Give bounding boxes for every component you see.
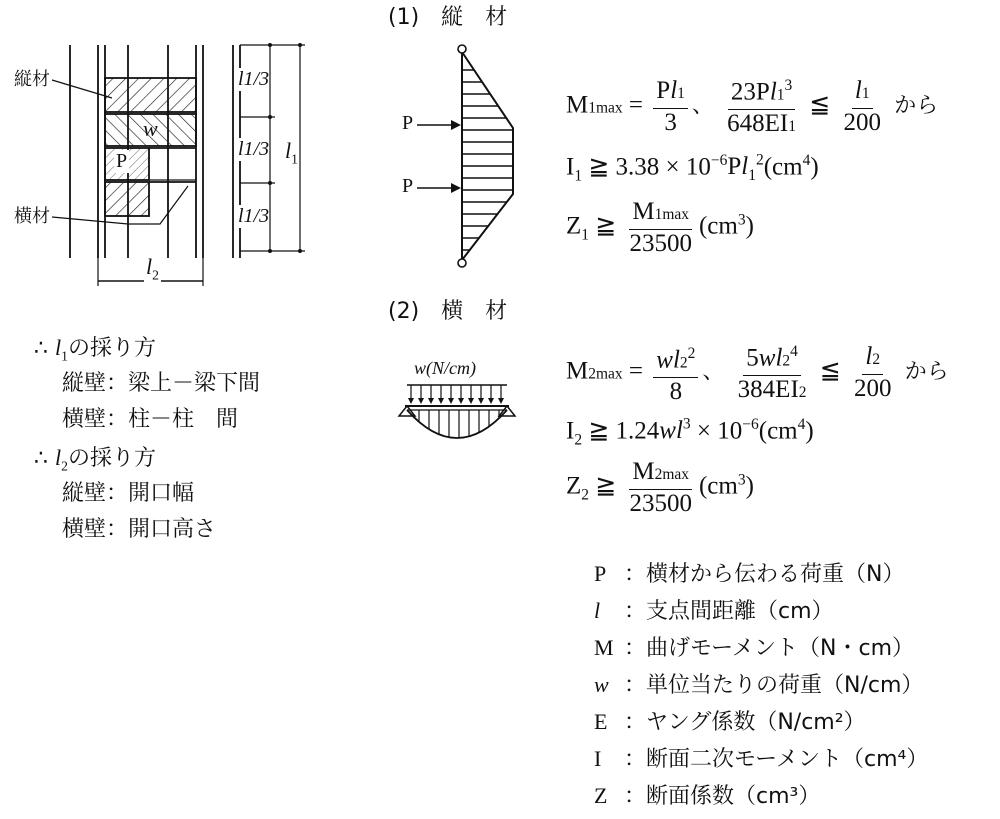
label-tate: 縦材 bbox=[14, 69, 50, 90]
legend-text: ：断面係数（cm³） bbox=[624, 784, 821, 809]
i2-unit: (cm bbox=[758, 417, 798, 445]
vertical-member-moment-diagram bbox=[395, 40, 535, 270]
z2-unit-exp: 3 bbox=[737, 471, 746, 489]
l1-var: l bbox=[285, 138, 292, 163]
legend-row-p bbox=[594, 560, 928, 597]
label-p: P bbox=[116, 150, 128, 172]
legend-sym: E bbox=[594, 709, 608, 734]
therefore-symbol: ∴ bbox=[34, 446, 48, 471]
section1-eq2: $I_1$ ≧ $3.38 \times 10^{-6}Pl_1^2(cm^4)$ bbox=[566, 152, 819, 185]
z1-symbol: Z bbox=[566, 212, 582, 240]
l1-heading-var: l bbox=[55, 335, 62, 360]
z2-sub: 2 bbox=[581, 486, 590, 504]
i1-sub: 1 bbox=[574, 167, 583, 185]
label-l2 bbox=[144, 254, 161, 283]
z1-num: M bbox=[632, 198, 655, 225]
l2-line1: 縦壁：開口幅 bbox=[62, 481, 195, 506]
i2-exp: −6 bbox=[742, 416, 759, 433]
l1-line1: 縦壁：梁上－梁下間 bbox=[62, 371, 261, 396]
legend-text: ：ヤング係数（N/cm²） bbox=[624, 710, 866, 735]
bottom-pin-support bbox=[458, 259, 466, 267]
legend-row-w bbox=[594, 671, 928, 708]
legend-text: ：単位当たりの荷重（N/cm） bbox=[624, 673, 924, 698]
section1-eq1: M1max = $\frac{Pl1}{3}$ 、 $\frac{23Pl1^3}{648EI1}$ ≦ $\frac{l1}{200}$ から bbox=[566, 72, 938, 141]
legend-text: ：曲げモーメント（N・cm） bbox=[624, 636, 915, 661]
legend-text: ：横材から伝わる荷重（N） bbox=[624, 562, 905, 587]
z1-unit-exp: 3 bbox=[737, 211, 746, 229]
section2-title: (2) 横 材 bbox=[388, 299, 508, 324]
m1max-sub: 1max bbox=[588, 99, 623, 117]
section1-eq3: $Z_1$ ≧ $\frac{M1\max}{23500}$ $(cm^3)$ bbox=[566, 198, 754, 257]
label-w: w bbox=[143, 116, 158, 141]
i2-symbol: I bbox=[566, 417, 575, 445]
z1-sub: 1 bbox=[581, 226, 590, 244]
legend-text: ：支点間距離（cm） bbox=[624, 599, 834, 624]
i1-symbol: I bbox=[566, 153, 575, 181]
frame-diagram bbox=[0, 0, 330, 300]
section2-eq3: $Z_2$ ≧ $\frac{M2\max}{23500}$ $(cm^3)$ bbox=[566, 458, 754, 517]
legend-sym: l bbox=[594, 598, 601, 623]
dim-third-3: l1/3 bbox=[238, 205, 270, 227]
horizontal-member-moment-diagram bbox=[395, 380, 525, 450]
legend-row-z bbox=[594, 782, 928, 819]
i2-rhs: ≧ 1.24 bbox=[588, 417, 660, 445]
l2-heading-sub: 2 bbox=[61, 458, 68, 474]
i1-unit: (cm bbox=[763, 153, 803, 181]
l1-heading-text: の採り方 bbox=[67, 336, 156, 361]
from-label: から bbox=[894, 93, 939, 119]
z2-rel: ≧ bbox=[595, 472, 617, 500]
load-p1: P bbox=[402, 112, 414, 134]
legend bbox=[594, 560, 928, 819]
legend-sym: Z bbox=[594, 783, 608, 808]
legend-row-e bbox=[594, 708, 928, 745]
legend-sym: I bbox=[594, 746, 602, 771]
section2-eq1: M2max = $\frac{wl2^2}{8}$ 、 $\frac{5wl2^4}{384EI2}$ ≦ $\frac{l2}{200}$ から bbox=[566, 338, 949, 407]
l1-heading bbox=[34, 334, 156, 370]
label-yoko: 横材 bbox=[14, 206, 50, 227]
load-w-label: w(N/cm) bbox=[414, 358, 476, 378]
lower-hatched-panel bbox=[105, 182, 149, 216]
z1-num-sub: 1max bbox=[654, 206, 690, 223]
therefore-symbol: ∴ bbox=[34, 336, 48, 361]
legend-row-m bbox=[594, 634, 928, 671]
l1-sub: 1 bbox=[291, 151, 298, 167]
legend-sym: M bbox=[594, 635, 614, 660]
m2max-sub: 2max bbox=[588, 365, 623, 383]
dim-l1 bbox=[285, 138, 298, 167]
upper-hatched-panel bbox=[105, 78, 196, 112]
z1-den: 23500 bbox=[629, 230, 692, 257]
z2-unit: (cm bbox=[698, 472, 738, 500]
section1-title: (1) 縦 材 bbox=[388, 5, 508, 30]
z1-unit: (cm bbox=[698, 212, 738, 240]
i2-mid: × 10 bbox=[696, 417, 743, 445]
top-pin-support bbox=[458, 45, 466, 53]
l2-heading-text: の採り方 bbox=[67, 446, 156, 471]
i2-unit-exp: 4 bbox=[797, 416, 806, 433]
z2-num-sub: 2max bbox=[654, 466, 690, 483]
load-p2: P bbox=[402, 175, 414, 197]
dim-third-1: l1/3 bbox=[238, 68, 270, 90]
l1-heading-sub: 1 bbox=[61, 348, 68, 364]
i1-unit-exp: 4 bbox=[802, 152, 811, 169]
legend-sym: P bbox=[594, 561, 607, 586]
dim-third-2: l1/3 bbox=[238, 138, 270, 160]
z2-symbol: Z bbox=[566, 472, 582, 500]
m2max-symbol: M bbox=[566, 357, 589, 385]
z1-rel: ≧ bbox=[595, 212, 617, 240]
i2-sub: 2 bbox=[574, 431, 583, 449]
l2-var: l bbox=[146, 254, 153, 279]
l2-line2: 横壁：開口高さ bbox=[62, 517, 217, 542]
from-label: から bbox=[904, 359, 949, 385]
section2-eq2: $I_2$ ≧ $1.24wl^3 \times 10^{-6}(cm^4)$ bbox=[566, 416, 814, 449]
l2-heading bbox=[34, 444, 156, 480]
l1-line2: 横壁：柱－柱 間 bbox=[62, 407, 239, 432]
l2-sub: 2 bbox=[152, 267, 159, 283]
legend-row-i bbox=[594, 745, 928, 782]
l2-heading-var: l bbox=[55, 445, 62, 470]
legend-text: ：断面二次モーメント（cm⁴） bbox=[624, 747, 929, 772]
i1-rhs: ≧ 3.38 × 10 bbox=[588, 153, 711, 181]
legend-row-l bbox=[594, 597, 928, 634]
m1max-symbol: M bbox=[566, 91, 589, 119]
z2-num: M bbox=[632, 458, 655, 485]
i1-exp: −6 bbox=[710, 152, 728, 169]
z2-den: 23500 bbox=[629, 490, 692, 517]
legend-sym: w bbox=[594, 672, 609, 697]
